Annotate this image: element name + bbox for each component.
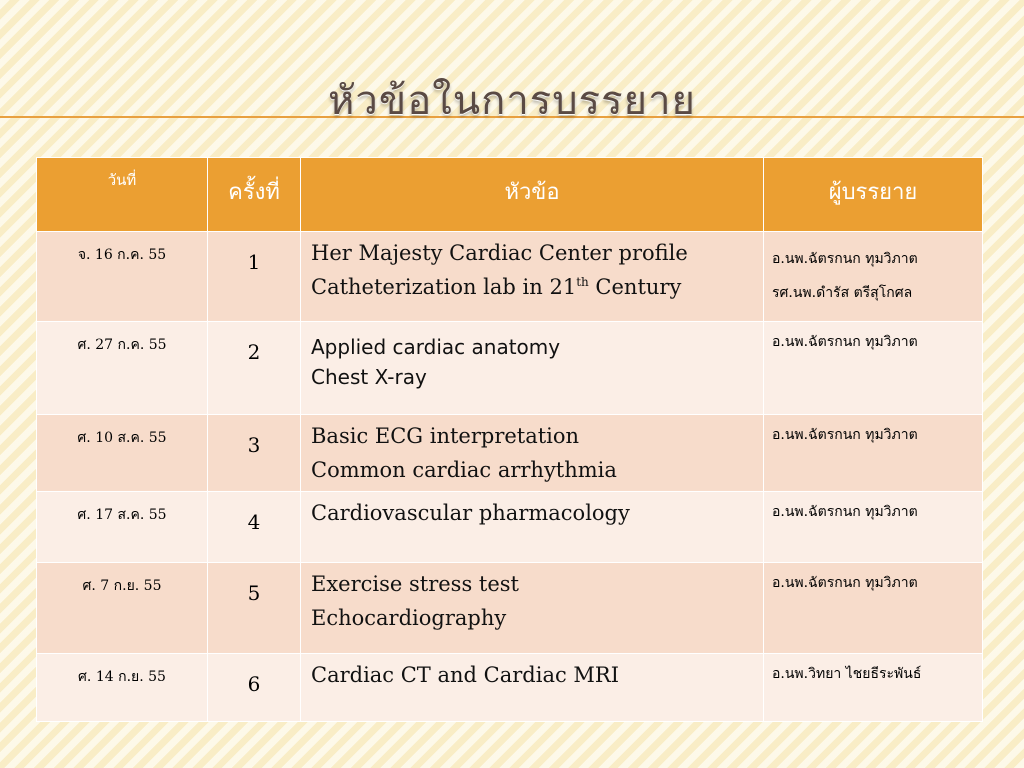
session-cell: 3 <box>208 415 301 492</box>
topic-text: Century <box>588 275 682 299</box>
session-cell: 4 <box>208 492 301 563</box>
topic-line: Cardiovascular pharmacology <box>311 501 630 525</box>
topic-cell <box>301 654 764 722</box>
topic-text: Catheterization lab in 21 <box>311 275 577 299</box>
lecturer-cell <box>764 232 983 322</box>
table-row <box>37 654 983 722</box>
session-cell: 5 <box>208 563 301 654</box>
date-cell: ศ. 7 ก.ย. 55 <box>37 563 208 654</box>
lecturer-cell <box>764 563 983 654</box>
topic-cell <box>301 232 764 322</box>
session-cell: 2 <box>208 322 301 415</box>
date-cell: ศ. 27 ก.ค. 55 <box>37 322 208 415</box>
topic-line: Applied cardiac anatomy <box>311 335 561 359</box>
topic-cell <box>301 563 764 654</box>
lecturer-name: อ.นพ.ฉัตรกนก ทุมวิภาต <box>772 427 918 443</box>
table-header-row <box>37 158 983 232</box>
table-row <box>37 492 983 563</box>
date-cell: ศ. 14 ก.ย. 55 <box>37 654 208 722</box>
table-row <box>37 232 983 322</box>
lecturer-cell <box>764 415 983 492</box>
lecturer-name: อ.นพ.ฉัตรกนก ทุมวิภาต <box>772 251 918 267</box>
topic-line: Chest X-ray <box>311 365 427 389</box>
lecturer-cell <box>764 492 983 563</box>
lecturer-name: อ.นพ.ฉัตรกนก ทุมวิภาต <box>772 504 918 520</box>
header-topic: หัวข้อ <box>301 158 764 232</box>
topic-line: Exercise stress test <box>311 572 519 596</box>
date-cell: ศ. 17 ส.ค. 55 <box>37 492 208 563</box>
topic-line: Basic ECG interpretation <box>311 424 580 448</box>
table-row <box>37 415 983 492</box>
header-session: ครั้งที่ <box>208 158 301 232</box>
table-row <box>37 563 983 654</box>
topic-cell <box>301 492 764 563</box>
topic-line: Echocardiography <box>311 606 507 630</box>
lecturer-name: อ.นพ.วิทยา ไชยธีระพันธ์ <box>772 666 922 682</box>
table-row <box>37 322 983 415</box>
lecturer-name: อ.นพ.ฉัตรกนก ทุมวิภาต <box>772 575 918 591</box>
header-date: วันที่ <box>37 158 208 232</box>
lecturer-name: รศ.นพ.ดำรัส ตรีสุโกศล <box>772 285 913 301</box>
session-cell: 1 <box>208 232 301 322</box>
page-title: หัวข้อในการบรรยาย <box>328 78 696 124</box>
lecturer-cell <box>764 322 983 415</box>
ordinal-suffix: th <box>576 275 589 289</box>
topic-cell <box>301 322 764 415</box>
session-cell: 6 <box>208 654 301 722</box>
topic-line: Cardiac CT and Cardiac MRI <box>311 663 620 687</box>
topic-line: Common cardiac arrhythmia <box>311 458 617 482</box>
topic-line <box>311 270 753 304</box>
lecturer-name: อ.นพ.ฉัตรกนก ทุมวิภาต <box>772 334 918 350</box>
date-cell: ศ. 10 ส.ค. 55 <box>37 415 208 492</box>
header-lecturer: ผู้บรรยาย <box>764 158 983 232</box>
lecturer-cell <box>764 654 983 722</box>
lecture-schedule-table <box>36 157 983 722</box>
topic-line: Her Majesty Cardiac Center profile <box>311 241 688 265</box>
topic-cell <box>301 415 764 492</box>
date-cell: จ. 16 ก.ค. 55 <box>37 232 208 322</box>
